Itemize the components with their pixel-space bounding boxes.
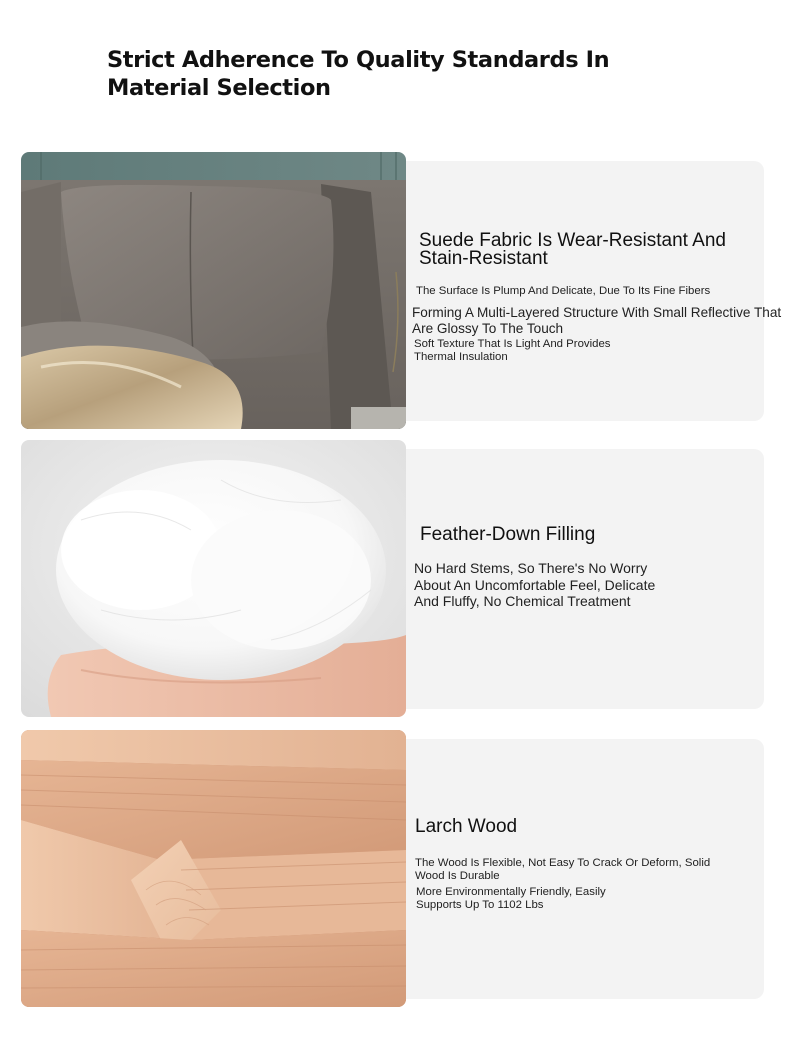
page-title: Strict Adherence To Quality Standards In Material Selection	[107, 47, 610, 101]
wood-text-line-2: More Environmentally Friendly, Easily Supports Up To 1102 Lbs	[416, 886, 606, 911]
suede-text-line-3: Soft Texture That Is Light And Provides Thermal Insulation	[414, 338, 611, 363]
larch-wood-beams-photo	[21, 730, 406, 1007]
wood-text-line-1: The Wood Is Flexible, Not Easy To Crack Or Deform, Solid Wood Is Durable	[415, 857, 711, 882]
feather-heading: Feather-Down Filling	[420, 524, 596, 545]
suede-text-line-2: Forming A Multi-Layered Structure With Small Reflective That Are Glossy To The Touch	[412, 305, 782, 336]
suede-text-line-1: The Surface Is Plump And Delicate, Due To Its Fine Fibers	[416, 285, 711, 297]
wood-heading: Larch Wood	[415, 816, 518, 837]
suede-bed-headboard-photo	[21, 152, 406, 429]
suede-heading: Suede Fabric Is Wear-Resistant And Stain-Resistant	[419, 230, 726, 269]
feather-text: No Hard Stems, So There's No Worry About An Uncomfortable Feel, Delicate And Fluffy, No Chemical Treatment	[414, 560, 656, 610]
feather-down-in-hand-photo	[21, 440, 406, 717]
